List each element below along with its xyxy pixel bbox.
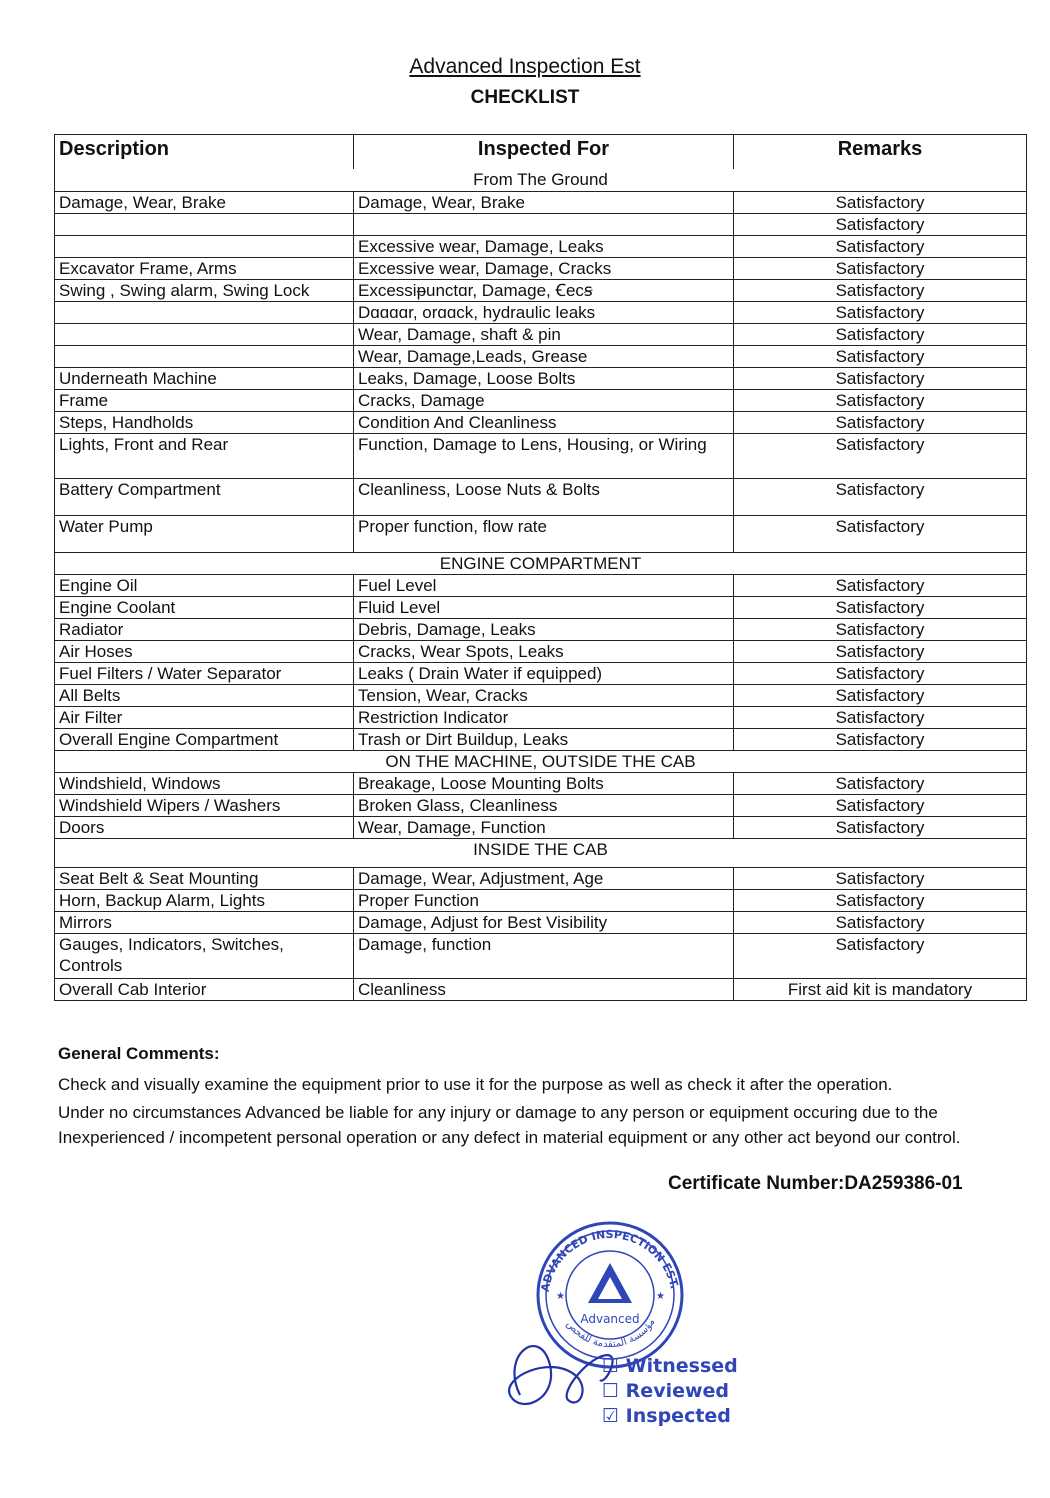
remarks-cell: Satisfactory xyxy=(734,868,1027,890)
check-inspected-label: Inspected xyxy=(625,1405,731,1427)
remarks-cell: Satisfactory xyxy=(734,707,1027,729)
remarks-cell: Satisfactory xyxy=(734,890,1027,912)
svg-text:★: ★ xyxy=(656,1291,665,1302)
remarks-cell: Satisfactory xyxy=(734,346,1027,368)
checkbox-icon: ☐ xyxy=(602,1355,620,1377)
inspected-for-cell: Cleanliness, Loose Nuts & Bolts xyxy=(354,479,734,516)
inspected-for-cell: Condition And Cleanliness xyxy=(354,412,734,434)
header-row xyxy=(55,135,1027,170)
description-cell: All Belts xyxy=(55,685,354,707)
remarks-cell: Satisfactory xyxy=(734,434,1027,479)
table-row xyxy=(55,368,1027,390)
remarks-cell: Satisfactory xyxy=(734,516,1027,553)
description-cell xyxy=(55,214,354,236)
inspected-for-cell: Damage, Adjust for Best Visibility xyxy=(354,912,734,934)
description-cell: Windshield Wipers / Washers xyxy=(55,795,354,817)
inspected-for-cell: Restriction Indicator xyxy=(354,707,734,729)
inspected-for-cell: Wear, Damage,Leads, Grease xyxy=(354,346,734,368)
inspected-for-cell: Fluid Level xyxy=(354,597,734,619)
inspected-for-cell: Damage, Wear, Brake xyxy=(354,192,734,214)
remarks-cell: Satisfactory xyxy=(734,302,1027,324)
section-header-row xyxy=(55,839,1027,868)
table-row xyxy=(55,280,1027,302)
table-row xyxy=(55,302,1027,324)
remarks-cell: Satisfactory xyxy=(734,258,1027,280)
description-cell: Battery Compartment xyxy=(55,479,354,516)
description-cell xyxy=(55,346,354,368)
check-witnessed-label: Witnessed xyxy=(625,1355,738,1377)
table-row xyxy=(55,979,1027,1001)
table-row xyxy=(55,817,1027,839)
comments-title: General Comments: xyxy=(58,1044,220,1063)
header-inspected-for: Inspected For xyxy=(354,135,734,170)
table-row xyxy=(55,729,1027,751)
description-cell: Windshield, Windows xyxy=(55,773,354,795)
remarks-cell: Satisfactory xyxy=(734,934,1027,979)
inspected-for-cell: Debris, Damage, Leaks xyxy=(354,619,734,641)
remarks-cell: Satisfactory xyxy=(734,795,1027,817)
inspected-for-cell: Damage, function xyxy=(354,934,734,979)
inspection-stamp xyxy=(480,1205,740,1450)
description-cell: Steps, Handholds xyxy=(55,412,354,434)
table-row xyxy=(55,516,1027,553)
sub-header-row xyxy=(55,169,1027,192)
remarks-cell: Satisfactory xyxy=(734,390,1027,412)
table-row xyxy=(55,641,1027,663)
remarks-cell: Satisfactory xyxy=(734,817,1027,839)
sub-header: From The Ground xyxy=(55,169,1027,192)
inspected-for-cell: Wear, Damage, Function xyxy=(354,817,734,839)
checkbox-icon: ☐ xyxy=(602,1380,620,1402)
description-cell xyxy=(55,236,354,258)
description-cell: Swing , Swing alarm, Swing Lock xyxy=(55,280,354,302)
inspected-for-cell: Broken Glass, Cleanliness xyxy=(354,795,734,817)
certificate-number: Certificate Number:DA259386-01 xyxy=(668,1173,963,1194)
checklist-body xyxy=(55,192,1027,1001)
remarks-cell: Satisfactory xyxy=(734,729,1027,751)
svg-text:ADVANCED INSPECTION EST.: ADVANCED INSPECTION EST. xyxy=(538,1227,681,1293)
header-remarks: Remarks xyxy=(734,135,1027,170)
check-reviewed-label: Reviewed xyxy=(625,1380,730,1402)
svg-text:Advanced: Advanced xyxy=(580,1312,640,1326)
inspected-for-cell: Function, Damage to Lens, Housing, or Wiring xyxy=(354,434,734,479)
inspected-for-cell: Cracks, Wear Spots, Leaks xyxy=(354,641,734,663)
remarks-cell: Satisfactory xyxy=(734,619,1027,641)
table-row xyxy=(55,795,1027,817)
table-row xyxy=(55,192,1027,214)
section-header-row xyxy=(55,553,1027,575)
table-row xyxy=(55,868,1027,890)
table-row xyxy=(55,346,1027,368)
comment-line-2: Under no circumstances Advanced be liable for any injury or damage to any person or equipment occuring due to the Inexperienced / incompetent personal operation or any defect in material equipment or any other act beyond our control. xyxy=(58,1103,961,1147)
inspected-for-cell: Trash or Dirt Buildup, Leaks xyxy=(354,729,734,751)
inspected-for-cell: Excessive wear, Damage, Cracks xyxy=(354,258,734,280)
remarks-cell: First aid kit is mandatory xyxy=(734,979,1027,1001)
description-cell: Engine Oil xyxy=(55,575,354,597)
checklist-table xyxy=(54,134,1027,1001)
inspected-for-cell: Breakage, Loose Mounting Bolts xyxy=(354,773,734,795)
remarks-cell: Satisfactory xyxy=(734,663,1027,685)
table-row xyxy=(55,890,1027,912)
description-cell xyxy=(55,302,354,324)
description-cell: Lights, Front and Rear xyxy=(55,434,354,479)
check-witnessed xyxy=(602,1355,738,1377)
inspected-for-cell xyxy=(354,214,734,236)
table-row xyxy=(55,236,1027,258)
table-row xyxy=(55,324,1027,346)
check-inspected xyxy=(602,1405,731,1427)
comment-line-1: Check and visually examine the equipment prior to use it for the purpose as well as check it after the operation. xyxy=(58,1075,893,1094)
remarks-cell: Satisfactory xyxy=(734,575,1027,597)
description-cell: Damage, Wear, Brake xyxy=(55,192,354,214)
remarks-cell: Satisfactory xyxy=(734,773,1027,795)
description-cell: Frame xyxy=(55,390,354,412)
inspected-for-cell: Tension, Wear, Cracks xyxy=(354,685,734,707)
table-row xyxy=(55,390,1027,412)
remarks-cell: Satisfactory xyxy=(734,597,1027,619)
remarks-cell: Satisfactory xyxy=(734,324,1027,346)
description-cell xyxy=(55,324,354,346)
table-row xyxy=(55,619,1027,641)
description-cell: Overall Cab Interior xyxy=(55,979,354,1001)
description-cell: Air Hoses xyxy=(55,641,354,663)
document-title: Advanced Inspection Est xyxy=(409,55,641,78)
description-cell: Overall Engine Compartment xyxy=(55,729,354,751)
table-row xyxy=(55,434,1027,479)
remarks-cell: Satisfactory xyxy=(734,214,1027,236)
remarks-cell: Satisfactory xyxy=(734,192,1027,214)
table-row xyxy=(55,773,1027,795)
description-cell: Underneath Machine xyxy=(55,368,354,390)
remarks-cell: Satisfactory xyxy=(734,236,1027,258)
table-row xyxy=(55,912,1027,934)
checked-checkbox-icon: ☑ xyxy=(602,1405,620,1427)
section-header-row xyxy=(55,751,1027,773)
inspected-for-cell: Damage, Wear, Adjustment, Age xyxy=(354,868,734,890)
header-description: Description xyxy=(55,135,354,170)
check-reviewed xyxy=(602,1380,729,1402)
table-row xyxy=(55,214,1027,236)
description-cell: Excavator Frame, Arms xyxy=(55,258,354,280)
inspected-for-cell: Cracks, Damage xyxy=(354,390,734,412)
table-row xyxy=(55,663,1027,685)
table-row xyxy=(55,597,1027,619)
table-row xyxy=(55,575,1027,597)
remarks-cell: Satisfactory xyxy=(734,912,1027,934)
inspected-for-cell: Leaks, Damage, Loose Bolts xyxy=(354,368,734,390)
section-title: ON THE MACHINE, OUTSIDE THE CAB xyxy=(55,751,1027,773)
table-row xyxy=(55,258,1027,280)
description-cell: Engine Coolant xyxy=(55,597,354,619)
description-cell: Gauges, Indicators, Switches, Controls xyxy=(55,934,354,979)
document-subtitle: CHECKLIST xyxy=(470,87,580,108)
section-title: ENGINE COMPARTMENT xyxy=(55,553,1027,575)
table-row xyxy=(55,707,1027,729)
description-cell: Seat Belt & Seat Mounting xyxy=(55,868,354,890)
inspected-for-cell: Cleanliness xyxy=(354,979,734,1001)
description-cell: Air Filter xyxy=(55,707,354,729)
inspected-for-cell: Proper function, flow rate xyxy=(354,516,734,553)
description-cell: Fuel Filters / Water Separator xyxy=(55,663,354,685)
remarks-cell: Satisfactory xyxy=(734,412,1027,434)
inspected-for-cell: Dɑɑɑɑr, orɑɑck, hydraulic leaks xyxy=(354,302,734,324)
remarks-cell: Satisfactory xyxy=(734,479,1027,516)
table-row xyxy=(55,685,1027,707)
inspected-for-cell: Leaks ( Drain Water if equipped) xyxy=(354,663,734,685)
remarks-cell: Satisfactory xyxy=(734,368,1027,390)
svg-text:مؤسسة المتقدمة للفحص: مؤسسة المتقدمة للفحص xyxy=(564,1316,658,1351)
inspected-for-cell: Proper Function xyxy=(354,890,734,912)
description-cell: Doors xyxy=(55,817,354,839)
remarks-cell: Satisfactory xyxy=(734,280,1027,302)
section-title: INSIDE THE CAB xyxy=(55,839,1027,868)
table-row xyxy=(55,479,1027,516)
table-row xyxy=(55,412,1027,434)
remarks-cell: Satisfactory xyxy=(734,685,1027,707)
svg-text:★: ★ xyxy=(556,1291,565,1302)
description-cell: Radiator xyxy=(55,619,354,641)
inspected-for-cell: Fuel Level xyxy=(354,575,734,597)
description-cell: Horn, Backup Alarm, Lights xyxy=(55,890,354,912)
remarks-cell: Satisfactory xyxy=(734,641,1027,663)
inspected-for-cell: Wear, Damage, shaft & pin xyxy=(354,324,734,346)
description-cell: Mirrors xyxy=(55,912,354,934)
description-cell: Water Pump xyxy=(55,516,354,553)
table-row xyxy=(55,934,1027,979)
inspected-for-cell: Excessive wear, Damage, Leaks xyxy=(354,236,734,258)
inspected-for-cell: Excessiᵽunctɑr, Damage, Ꞓecꞩ xyxy=(354,280,734,302)
